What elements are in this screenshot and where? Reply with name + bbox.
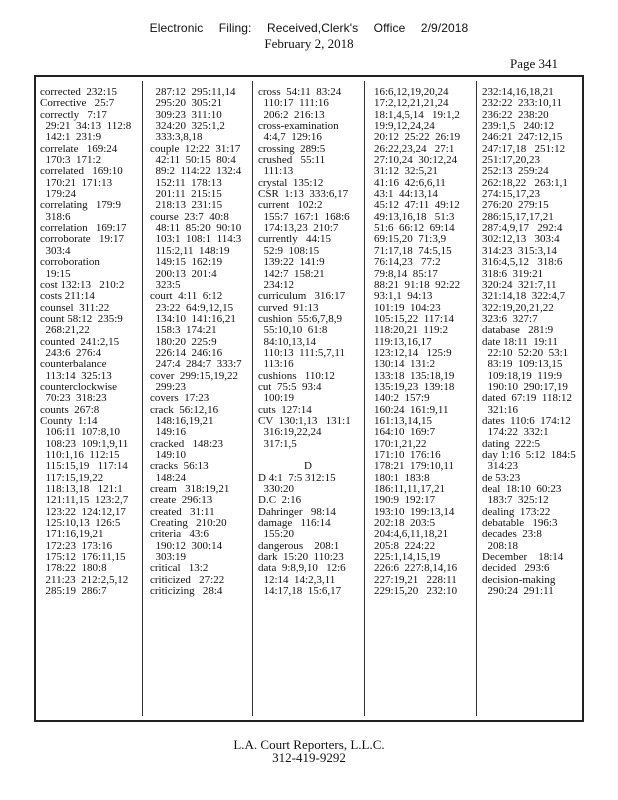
index-entry-line: cross-examination [258, 120, 339, 133]
index-entry-line: 71:17,18 74:5,15 [374, 244, 452, 257]
index-entry-line: 12:14 14:2,3,11 [258, 573, 336, 586]
index-entry-line: 225:1,14,15,19 [374, 551, 441, 564]
index-entry-line: 170:1,21,22 [374, 437, 427, 450]
index-entry-line: 130:14 131:2 [374, 358, 436, 371]
index-entry-line: 139:22 141:9 [258, 256, 325, 269]
index-entry-line: 164:10 169:7 [374, 426, 436, 439]
column-divider [364, 81, 365, 716]
index-entry-line: 333:3,8,18 [150, 131, 203, 144]
index-entry-line: criteria 43:6 [150, 528, 209, 541]
index-entry-line: 88:21 91:18 92:22 [374, 278, 461, 291]
index-entry-line: crack 56:12,16 [150, 403, 219, 416]
index-entry-line: crystal 135:12 [258, 176, 324, 189]
index-entry-line: 243:6 276:4 [40, 346, 102, 359]
index-entry-line: 106:11 107:8,10 [40, 426, 120, 439]
index-entry-line: correlated 169:10 [40, 165, 123, 178]
index-entry-line: 43:1 44:13,14 [374, 188, 438, 201]
index-entry-line: cross 54:11 83:24 [258, 86, 342, 98]
index-entry-line: 170:3 171:2 [40, 154, 102, 167]
index-entry-line: decision-making [482, 573, 556, 586]
column-divider [252, 81, 253, 716]
index-entry-line: 18:1,4,5,14 19:1,2 [374, 108, 460, 121]
column-divider [476, 81, 477, 716]
index-entry-line: 287:12 295:11,14 [150, 86, 236, 98]
index-entry-line: CSR 1:13 333:6,17 [258, 188, 349, 201]
index-entry-line: dated 67:19 118:12 [482, 392, 573, 405]
index-entry-line: December 18:14 [482, 551, 564, 564]
index-entry-line: 268:21,22 [40, 324, 90, 337]
index-entry-line: 180:1 183:8 [374, 471, 430, 484]
index-entry-line: debatable 196:3 [482, 517, 558, 530]
index-entry-line: cushion 55:6,7,8,9 [258, 312, 343, 325]
index-entry-line: 158:3 174:21 [150, 324, 217, 337]
index-entry-line: 246:21 247:12,15 [482, 131, 563, 144]
index-entry-line: database 281:9 [482, 324, 554, 337]
index-entry-line: 178:22 180:8 [40, 562, 107, 575]
index-entry-line: deal 18:10 60:23 [482, 483, 562, 496]
index-entry-line: 202:18 203:5 [374, 517, 436, 530]
index-entry-line: 330:20 [258, 483, 295, 496]
index-entry-line: corrected 232:15 [40, 86, 117, 98]
index-entry-line: create 296:13 [150, 494, 213, 507]
index-entry-line: counts 267:8 [40, 403, 100, 416]
index-entry-line: 317:1,5 [258, 437, 297, 450]
index-entry-line: course 23:7 40:8 [150, 210, 229, 223]
index-entry-line: 179:24 [40, 188, 77, 201]
index-entry-line: 316:19,22,24 [258, 426, 322, 439]
index-entry-line: 70:23 318:23 [40, 392, 107, 405]
index-entry-line: 155:7 167:1 168:6 [258, 210, 350, 223]
index-entry-line: 29:21 34:13 112:8 [40, 120, 132, 133]
index-entry-line: 303:4 [40, 244, 71, 257]
index-column-1 [40, 87, 131, 597]
index-entry-line: dates 110:6 174:12 [482, 414, 571, 427]
index-entry-line: created 31:11 [150, 505, 215, 518]
index-entry-line: counsel 311:22 [40, 301, 110, 314]
index-entry-line: dark 15:20 110:23 [258, 551, 344, 564]
index-entry-line: 45:12 47:11 49:12 [374, 199, 460, 212]
index-entry-line: 16:6,12,19,20,24 [374, 86, 449, 98]
index-entry-line: couple 12:22 31:17 [150, 142, 241, 155]
index-entry-line: cut 75:5 93:4 [258, 380, 322, 393]
index-entry-line: 318:6 [40, 210, 71, 223]
index-entry-line: correctly 7:17 [40, 108, 107, 121]
index-entry-line: 41:16 42:6,6,11 [374, 176, 446, 189]
index-entry-line: 302:12,13 303:4 [482, 233, 560, 246]
index-entry-line: CV 130:1,13 131:1 [258, 414, 351, 427]
index-entry-line: County 1:14 [40, 414, 98, 427]
index-entry-line: damage 116:14 [258, 517, 331, 530]
index-entry-line: 110:1,16 112:15 [40, 449, 120, 461]
index-entry-line: 115:2,11 148:19 [150, 244, 230, 257]
index-entry-line: 17:2,12,21,21,24 [374, 97, 449, 110]
index-entry-line: 234:12 [258, 278, 295, 291]
index-entry-line: 285:19 286:7 [40, 585, 107, 598]
index-entry-line: 105:15,22 117:14 [374, 312, 454, 325]
index-entry-line: day 1:16 5:12 184:5 [482, 449, 576, 461]
index-entry-line: criticizing 28:4 [150, 585, 223, 598]
index-entry-line: 290:24 291:11 [482, 585, 554, 598]
index-entry-line: 26:22,23,24 27:1 [374, 142, 455, 155]
index-entry-line: counterclockwise [40, 380, 117, 393]
index-entry-line: 51:6 66:12 69:14 [374, 222, 455, 235]
page-number: Page 341 [509, 56, 558, 71]
index-entry-line: 31:12 32:5,21 [374, 165, 438, 178]
index-entry-line: 115:15,19 117:14 [40, 460, 128, 473]
index-entry-line: 52:9 108:15 [258, 244, 320, 257]
index-entry-line: 113:14 325:13 [40, 369, 112, 382]
reporter-firm: L.A. Court Reporters, L.L.C. [233, 737, 385, 752]
index-entry-line: 14:17,18 15:6,17 [258, 585, 342, 598]
index-entry-line: 172:23 173:16 [40, 539, 113, 552]
index-entry-line: 252:13 259:24 [482, 165, 549, 178]
index-entry-line: Corrective 25:7 [40, 97, 115, 110]
index-entry-line: 49:13,16,18 51:3 [374, 210, 455, 223]
index-entry-line: 274:15,17,23 [482, 188, 541, 201]
index-entry-line: 121:11,15 123:2,7 [40, 494, 129, 507]
index-entry-line: 208:18 [482, 539, 519, 552]
index-entry-line: dealing 173:22 [482, 505, 551, 518]
index-entry-line: critical 13:2 [150, 562, 209, 575]
index-entry-line: 171:16,19,21 [40, 528, 104, 541]
index-entry-line: 295:20 305:21 [150, 97, 223, 110]
index-entry-line: 309:23 311:10 [150, 108, 222, 121]
index-entry-line: decided 293:6 [482, 562, 550, 575]
index-entry-line: 27:10,24 30:12,24 [374, 154, 458, 167]
index-entry-line: 160:24 161:9,11 [374, 403, 449, 416]
index-entry-line: 111:13 [258, 165, 294, 178]
index-entry-line: 155:20 [258, 528, 295, 541]
index-entry-line: 236:22 238:20 [482, 108, 549, 121]
index-entry-line: 320:24 321:7,11 [482, 278, 557, 291]
index-entry-line: 276:20 279:15 [482, 199, 549, 212]
index-entry-line: 20:12 25:22 26:19 [374, 131, 461, 144]
index-entry-line: 206:2 216:13 [258, 108, 325, 121]
index-entry-line: 174:22 332:1 [482, 426, 549, 439]
filing-stamp-line [0, 21, 618, 35]
index-entry-line: Creating 210:20 [150, 517, 227, 530]
index-entry-line: de 53:23 [482, 471, 521, 484]
index-entry-line: 23:22 64:9,12,15 [150, 301, 234, 314]
index-entry-line: 123:12,14 125:9 [374, 346, 452, 359]
index-entry-line: count 58:12 235:9 [40, 312, 123, 325]
index-entry-line: cover 299:15,19,22 [150, 369, 238, 382]
index-entry-line: D [304, 460, 312, 473]
index-entry-line: 323:5 [150, 278, 181, 291]
index-entry-line: crossing 289:5 [258, 142, 326, 155]
index-entry-line: 69:15,20 71:3,9 [374, 233, 447, 246]
index-entry-line: dating 222:5 [482, 437, 541, 450]
index-entry-line: 76:14,23 77:2 [374, 256, 441, 269]
index-entry-line: 324:20 325:1,2 [150, 120, 225, 133]
index-entry-line: 186:11,11,17,21 [374, 483, 445, 496]
index-entry-line: 148:24 [150, 471, 187, 484]
index-entry-line: 19:15 [40, 267, 71, 280]
index-entry-line: data 9:8,9,10 12:6 [258, 562, 346, 575]
index-entry-line: correlate 169:24 [40, 142, 118, 155]
index-entry-line: 175:12 176:11,15 [40, 551, 126, 564]
index-column-4 [374, 87, 460, 597]
index-entry-line: cracks 56:13 [150, 460, 209, 473]
index-entry-line: 109:18,19 119:9 [482, 369, 562, 382]
index-entry-line: 83:19 109:13,15 [482, 358, 563, 371]
index-entry-line: criticized 27:22 [150, 573, 225, 586]
index-entry-line: 239:1,5 240:12 [482, 120, 555, 133]
index-entry-line: 227:19,21 228:11 [374, 573, 457, 586]
index-entry-line: 101:19 104:23 [374, 301, 441, 314]
index-entry-line: 119:13,16,17 [374, 335, 432, 348]
index-entry-line: 201:11 215:15 [150, 188, 222, 201]
index-entry-line: 262:18,22 263:1,1 [482, 176, 568, 189]
index-entry-line: 100:19 [258, 392, 295, 405]
index-entry-line: current 102:2 [258, 199, 323, 212]
filing-date: 2/9/2018 [420, 21, 469, 35]
index-entry-line: 152:11 178:13 [150, 176, 222, 189]
index-entry-line: 247:4 284:7 333:7 [150, 358, 242, 371]
index-entry-line: 205:8 224:22 [374, 539, 436, 552]
index-entry-line: 103:1 108:1 114:3 [150, 233, 242, 246]
index-entry-line: cracked 148:23 [150, 437, 223, 450]
index-entry-line: costs 211:14 [40, 290, 95, 303]
index-entry-line: counted 241:2,15 [40, 335, 120, 348]
index-entry-line: 190:9 192:17 [374, 494, 436, 507]
index-entry-line: cost 132:13 210:2 [40, 278, 125, 291]
index-entry-line: counterbalance [40, 358, 107, 371]
index-entry-line: 4:4,7 129:16 [258, 131, 322, 144]
index-entry-line: 110:13 111:5,7,11 [258, 346, 345, 359]
index-entry-line: decades 23:8 [482, 528, 542, 541]
index-entry-line: dangerous 208:1 [258, 539, 340, 552]
index-entry-line: Dahringer 98:14 [258, 505, 336, 518]
index-entry-line: 314:23 315:3,14 [482, 244, 557, 257]
deposition-date: February 2, 2018 [264, 36, 354, 51]
index-entry-line: 232:22 233:10,11 [482, 97, 562, 110]
index-entry-line: 323:6 327:7 [482, 312, 538, 325]
index-entry-line: covers 17:23 [150, 392, 210, 405]
index-entry-line: 204:4,6,11,18,21 [374, 528, 449, 541]
index-entry-line: 142:1 231:9 [40, 131, 102, 144]
index-entry-line: 171:10 176:16 [374, 449, 441, 461]
index-entry-line: 148:16,19,21 [150, 414, 214, 427]
index-entry-line: 149:16 [150, 426, 187, 439]
index-entry-line: 200:13 201:4 [150, 267, 217, 280]
index-entry-line: 229:15,20 232:10 [374, 585, 458, 598]
index-entry-line: 318:6 319:21 [482, 267, 544, 280]
index-entry-line: 178:21 179:10,11 [374, 460, 454, 473]
index-entry-line: 211:23 212:2,5,12 [40, 573, 129, 586]
index-entry-line: 55:10,10 61:8 [258, 324, 328, 337]
index-entry-line: D.C 2:16 [258, 494, 302, 507]
index-entry-line: date 18:11 19:11 [482, 335, 558, 348]
index-entry-line: 183:7 325:12 [482, 494, 549, 507]
index-entry-line: 108:23 109:1,9,11 [40, 437, 129, 450]
index-entry-line: 161:13,14,15 [374, 414, 433, 427]
filing-received: Received,Clerk's [266, 21, 359, 35]
index-entry-line: 149:15 162:19 [150, 256, 223, 269]
index-entry-line: 190:12 300:14 [150, 539, 223, 552]
index-entry-line: 251:17,20,23 [482, 154, 541, 167]
filing-electronic: Electronic [149, 21, 204, 35]
index-entry-line: 287:4,9,17 292:4 [482, 222, 563, 235]
index-entry-line: 180:20 225:9 [150, 335, 217, 348]
index-entry-line: curved 91:13 [258, 301, 319, 314]
index-entry-line: corroboration [40, 256, 100, 269]
index-entry-line: 133:18 135:18,19 [374, 369, 455, 382]
filing-label: Filing: [218, 21, 252, 35]
index-entry-line: 93:1,1 94:13 [374, 290, 433, 303]
index-entry-line: 226:6 227:8,14,16 [374, 562, 458, 575]
index-entry-line: 174:13,23 210:7 [258, 222, 339, 235]
index-entry-line: 134:10 141:16,21 [150, 312, 236, 325]
column-divider [142, 81, 143, 716]
index-entry-line: 42:11 50:15 80:4 [150, 154, 236, 167]
index-entry-line: cuts 127:14 [258, 403, 312, 416]
index-entry-line: 118:20,21 119:2 [374, 324, 449, 337]
index-entry-line: 193:10 199:13,14 [374, 505, 455, 518]
index-entry-line: 303:19 [150, 551, 187, 564]
index-entry-line: 135:19,23 139:18 [374, 380, 455, 393]
index-entry-line: 89:2 114:22 132:4 [150, 165, 242, 178]
index-entry-line: 299:23 [150, 380, 187, 393]
index-entry-line: 316:4,5,12 318:6 [482, 256, 563, 269]
filing-office: Office [373, 21, 406, 35]
index-entry-line: 314:23 [482, 460, 519, 473]
index-column-3 [258, 87, 358, 597]
index-entry-line: crushed 55:11 [258, 154, 326, 167]
index-column-5 [482, 87, 576, 597]
index-entry-line: D 4:1 7:5 312:15 [258, 471, 336, 484]
index-entry-line: curriculum 316:17 [258, 290, 346, 303]
index-entry-line: 84:10,13,14 [258, 335, 317, 348]
index-entry-line: 190:10 290:17,19 [482, 380, 568, 393]
index-entry-line: court 4:11 6:12 [150, 290, 223, 303]
index-entry-line: currently 44:15 [258, 233, 332, 246]
index-entry-line: 118:13,18 121:1 [40, 483, 123, 496]
index-entry-line: 140:2 157:9 [374, 392, 430, 405]
index-entry-line: 321:14,18 322:4,7 [482, 290, 566, 303]
index-entry-line: 149:10 [150, 449, 187, 461]
index-entry-line: correlating 179:9 [40, 199, 121, 212]
index-entry-line: 125:10,13 126:5 [40, 517, 121, 530]
index-entry-line: 286:15,17,17,21 [482, 210, 554, 223]
index-entry-line: 19:9,12,24,24 [374, 120, 435, 133]
index-entry-line: 123:22 124:12,17 [40, 505, 126, 518]
reporter-phone: 312-419-9292 [272, 750, 346, 765]
index-entry-line: correlation 169:17 [40, 222, 127, 235]
index-entry-line: cushions 110:12 [258, 369, 335, 382]
index-entry-line: 218:13 231:15 [150, 199, 223, 212]
index-entry-line: 232:14,16,18,21 [482, 86, 554, 98]
index-entry-line: 247:17,18 251:12 [482, 142, 566, 155]
index-entry-line: 22:10 52:20 53:1 [482, 346, 569, 359]
index-entry-line: cream 318:19,21 [150, 483, 230, 496]
index-entry-line: 142:7 158:21 [258, 267, 325, 280]
index-entry-line: 79:8,14 85:17 [374, 267, 438, 280]
index-entry-line: 117:15,19,22 [40, 471, 104, 484]
index-entry-line: corroborate 19:17 [40, 233, 124, 246]
index-entry-line: 48:11 85:20 90:10 [150, 222, 242, 235]
index-entry-line: 110:17 111:16 [258, 97, 329, 110]
index-entry-line: 322:19,20,21,22 [482, 301, 554, 314]
index-entry-line: 113:16 [258, 358, 294, 371]
index-entry-line: 226:14 246:16 [150, 346, 223, 359]
index-entry-line: 321:16 [482, 403, 519, 416]
index-column-2 [150, 87, 242, 597]
index-entry-line: 170:21 171:13 [40, 176, 113, 189]
index-frame [34, 75, 584, 722]
